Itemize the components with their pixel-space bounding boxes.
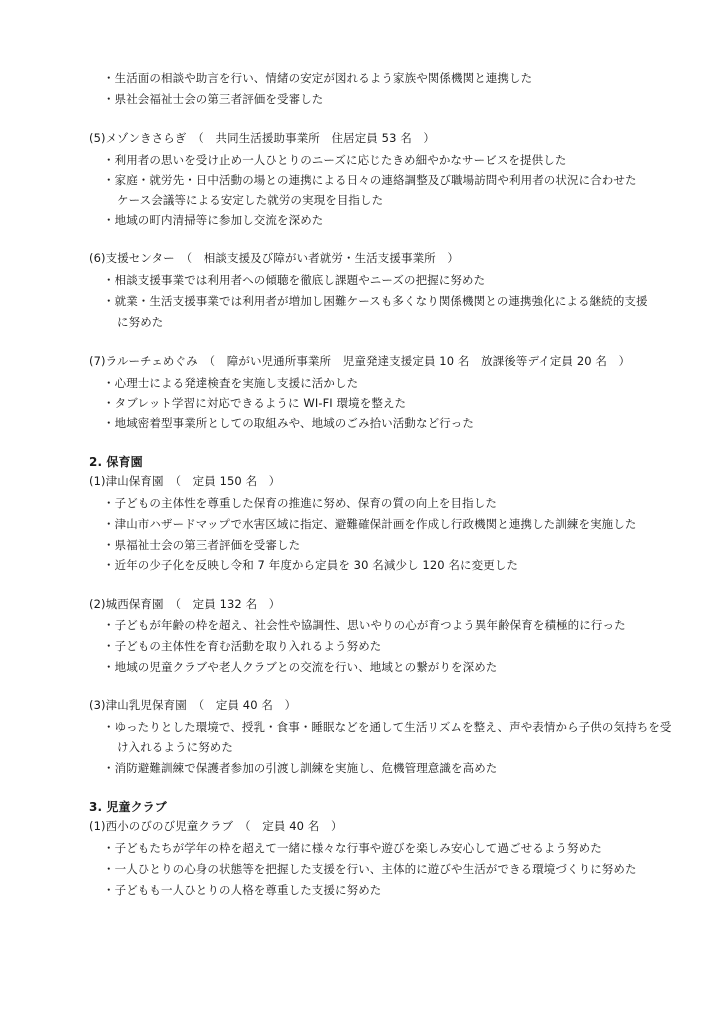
josai-hoikuen-title: (2)城西保育園 （ 定員 132 名 ） xyxy=(89,597,281,611)
nishisho-club-title: (1)西小のびのび児童クラブ （ 定員 40 名 ） xyxy=(89,819,343,833)
bullet-item: ・地域密着型事業所としての取組みや、地域のごみ拾い活動など行った xyxy=(103,416,474,430)
section-7-title: (7)ラルーチェめぐみ （ 障がい児通所事業所 児童発達支援定員 10 名 放課後等デイ定員 20 名 ） xyxy=(89,354,631,368)
bullet-item: ・生活面の相談や助言を行い、情緒の安定が図れるよう家族や関係機関と連携した xyxy=(103,71,533,85)
bullet-item: ・子どもが年齢の枠を超え、社会性や協調性、思いやりの心が育つよう異年齢保育を積極的に行った xyxy=(103,618,626,632)
bullet-item: ・心理士による発達検査を実施し支援に活かした xyxy=(103,376,359,390)
tsuyama-hoikuen-title: (1)津山保育園 （ 定員 150 名 ） xyxy=(89,474,281,488)
section-3-heading: 3. 児童クラブ xyxy=(89,800,167,814)
bullet-item: ・家庭・就労先・日中活動の場との連携による日々の連絡調整及び職場訪問や利用者の状況に合わせた xyxy=(103,173,637,187)
bullet-item: ・利用者の思いを受け止め一人ひとりのニーズに応じたきめ細やかなサービスを提供した xyxy=(103,153,567,167)
bullet-item: ・消防避難訓練で保護者参加の引渡し訓練を実施し、危機管理意識を高めた xyxy=(103,761,498,775)
bullet-continuation: け入れるように努めた xyxy=(117,740,233,754)
bullet-item: ・子どもたちが学年の枠を超えて一緒に様々な行事や遊びを楽しみ安心して過ごせるよう努めた xyxy=(103,841,602,855)
bullet-item: ・相談支援事業では利用者への傾聴を徹底し課題やニーズの把握に努めた xyxy=(103,273,486,287)
bullet-item: ・子どもの主体性を尊重した保育の推進に努め、保育の質の向上を目指した xyxy=(103,496,497,510)
section-5-title: (5)メゾンきさらぎ （ 共同生活援助事業所 住居定員 53 名 ） xyxy=(89,131,436,145)
section-2-heading: 2. 保育園 xyxy=(89,455,143,469)
bullet-item: ・子どもの主体性を育む活動を取り入れるよう努めた xyxy=(103,639,382,653)
nyuji-hoikuen-title: (3)津山乳児保育園 （ 定員 40 名 ） xyxy=(89,698,297,712)
bullet-continuation: に努めた xyxy=(117,315,164,329)
bullet-item: ・津山市ハザードマップで水害区域に指定、避難確保計画を作成し行政機関と連携した訓練を実施した xyxy=(103,517,637,531)
bullet-item: ・ゆったりとした環境で、授乳・食事・睡眠などを通して生活リズムを整え、声や表情から子供の気持ちを受 xyxy=(103,720,672,734)
bullet-item: ・タブレット学習に対応できるように WI-FI 環境を整えた xyxy=(103,396,407,410)
bullet-item: ・就業・生活支援事業では利用者が増加し困難ケースも多くなり関係機関との連携強化による継続的支援 xyxy=(103,294,648,308)
bullet-item: ・地域の児童クラブや老人クラブとの交流を行い、地域との繋がりを深めた xyxy=(103,660,498,674)
section-6-title: (6)支援センター （ 相談支援及び障がい者就労・生活支援事業所 ） xyxy=(89,251,459,265)
bullet-item: ・一人ひとりの心身の状態等を把握した支援を行い、主体的に遊びや生活ができる環境づくりに努めた xyxy=(103,862,637,876)
bullet-item: ・近年の少子化を反映し令和 7 年度から定員を 30 名減少し 120 名に変更した xyxy=(103,558,519,572)
bullet-continuation: ケース会議等による安定した就労の実現を目指した xyxy=(117,193,384,207)
bullet-item: ・子どもも一人ひとりの人格を尊重した支援に努めた xyxy=(103,883,382,897)
bullet-item: ・県社会福祉士会の第三者評価を受審した xyxy=(103,92,324,106)
bullet-item: ・地域の町内清掃等に参加し交流を深めた xyxy=(103,213,324,227)
bullet-item: ・県福祉士会の第三者評価を受審した xyxy=(103,538,301,552)
